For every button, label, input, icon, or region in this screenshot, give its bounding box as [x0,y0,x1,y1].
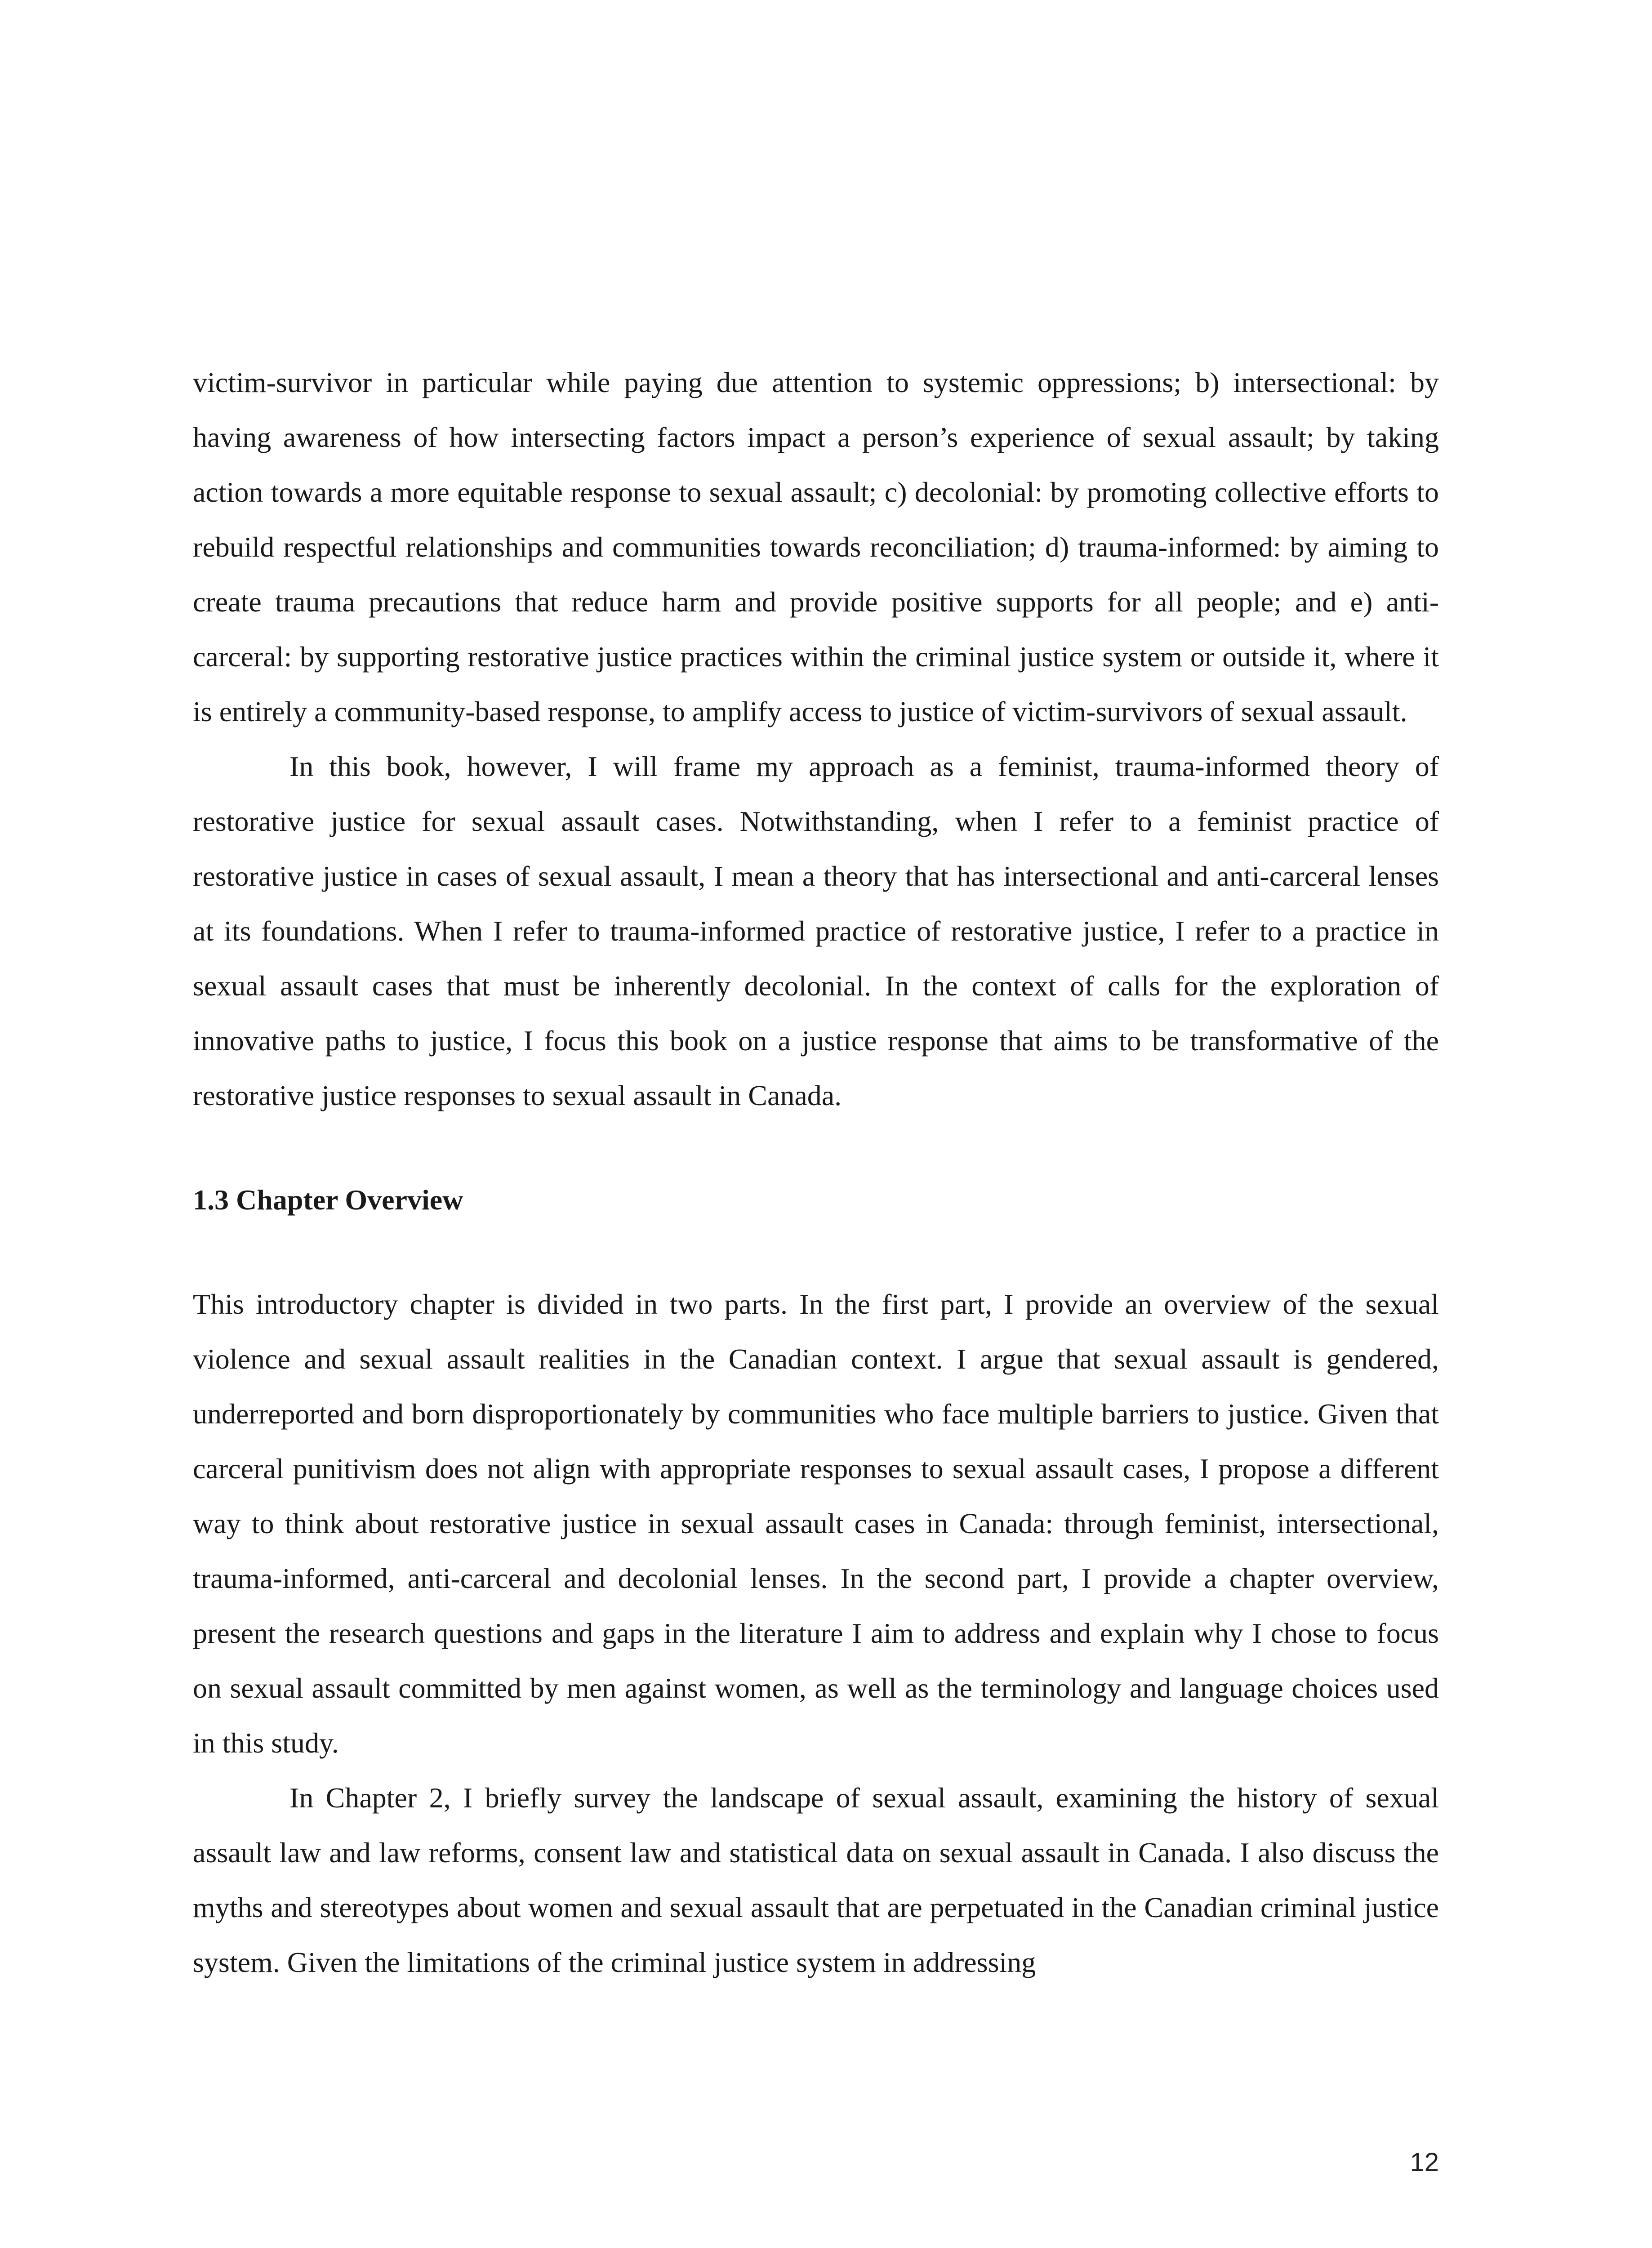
paragraph-continued: victim-survivor in particular while paying due attention to systemic oppressions; b) intersectional: by having awareness of how intersecting factors impact a person’s experience of sexual assault; by taking action towards a more equitable response to sexual assault; c) decolonial: by promoting collective efforts to rebuild respectful relationships and communities towards reconciliation; d) trauma-informed: by aiming to create trauma precautions that reduce harm and provide positive supports for all people; and e) anti-carceral: by supporting restorative justice practices within the criminal justice system or outside it, where it is entirely a community-based response, to amplify access to justice of victim-survivors of sexual assault. [193,366,1439,727]
paragraph-approach: In this book, however, I will frame my approach as a feminist, trauma-informed theory of restorative justice for sexual assault cases. Notwithstanding, when I refer to a feminist practice of restorative justice in cases of sexual assault, I mean a theory that has intersectional and anti-carceral lenses at its foundations. When I refer to trauma-informed practice of restorative justice, I refer to a practice in sexual assault cases that must be inherently decolonial. In the context of calls for the exploration of innovative paths to justice, I focus this book on a justice response that aims to be transformative of the restorative justice responses to sexual assault in Canada. [193,750,1439,1111]
paragraph-chapter-2: In Chapter 2, I briefly survey the landscape of sexual assault, examining the history of sexual assault law and law reforms, consent law and statistical data on sexual assault in Canada. I also discuss the myths and stereotypes about women and sexual assault that are perpetuated in the Canadian criminal justice system. Given the limitations of the criminal justice system in addressing [193,1782,1439,1978]
page-body [193,355,1439,1990]
section-heading: 1.3 Chapter Overview [193,1184,463,1216]
page-number: 12 [1410,2148,1439,2177]
paragraph-introduction: This introductory chapter is divided in two parts. In the first part, I provide an overview of the sexual violence and sexual assault realities in the Canadian context. I argue that sexual assault is gendered, underreported and born disproportionately by communities who face multiple barriers to justice. Given that carceral punitivism does not align with appropriate responses to sexual assault cases, I propose a different way to think about restorative justice in sexual assault cases in Canada: through feminist, intersectional, trauma-informed, anti-carceral and decolonial lenses. In the second part, I provide a chapter overview, present the research questions and gaps in the literature I aim to address and explain why I chose to focus on sexual assault committed by men against women, as well as the terminology and language choices used in this study. [193,1288,1439,1759]
